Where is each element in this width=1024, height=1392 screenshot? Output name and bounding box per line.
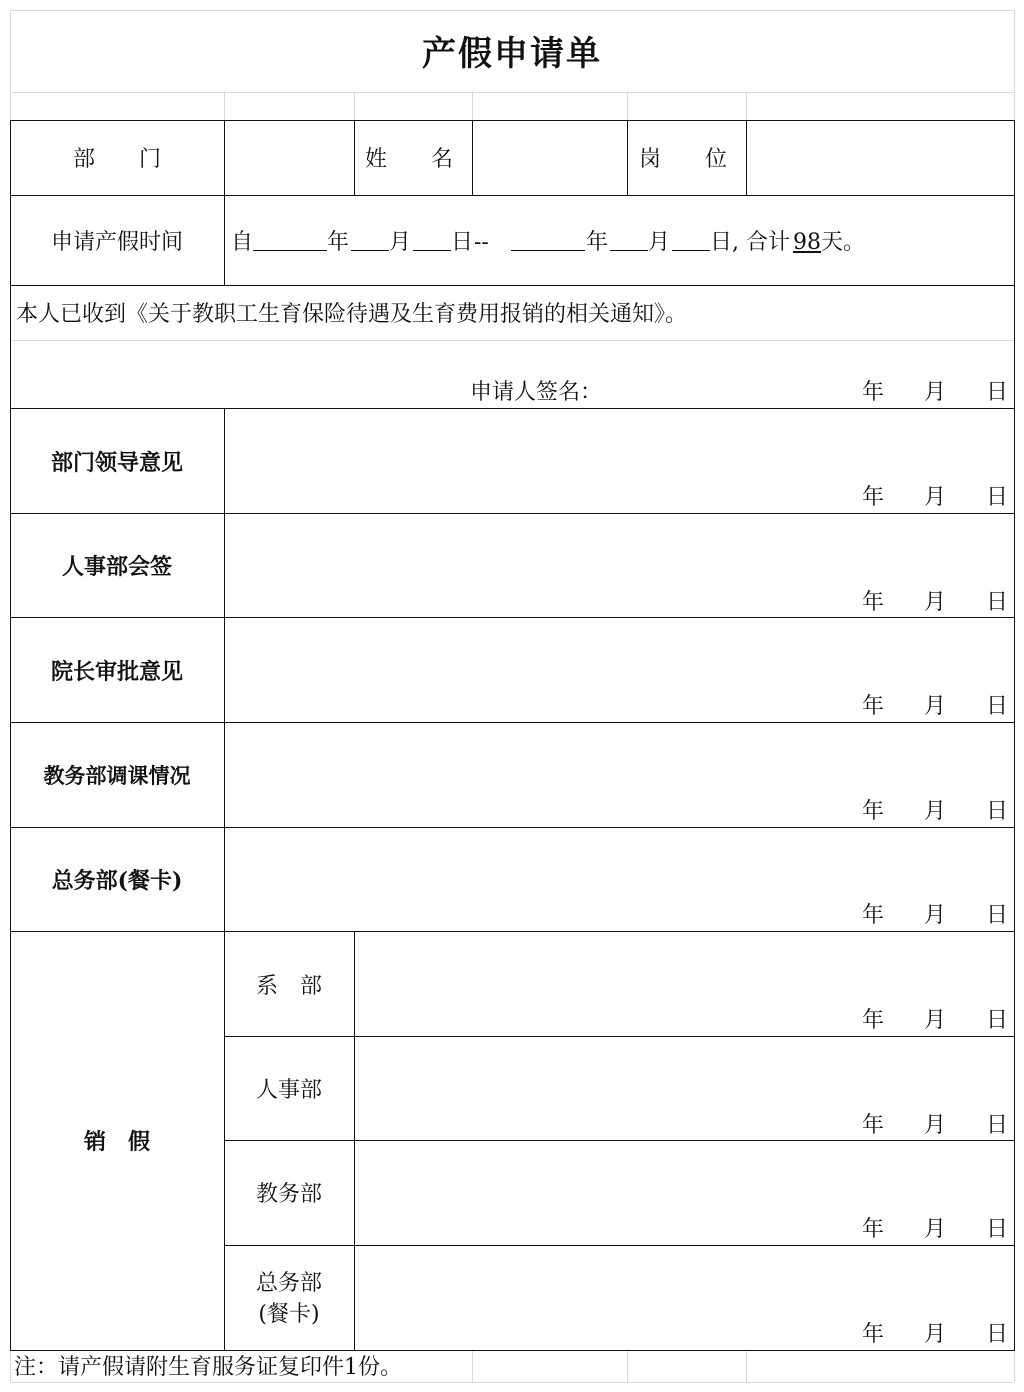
to-month-blank[interactable] xyxy=(610,228,648,251)
leave-end-year: 年 xyxy=(862,1008,885,1033)
to-year-char: 年 xyxy=(586,230,609,255)
approval-field-general[interactable] xyxy=(226,829,1012,929)
leave-end-field-hr[interactable] xyxy=(356,1038,1012,1138)
leave-end-day: 日 xyxy=(986,1217,1009,1242)
leave-end-day: 日 xyxy=(986,1113,1009,1138)
leave-end-row-label-general: 总务部 xyxy=(255,1271,322,1296)
leave-end-month: 月 xyxy=(924,1113,947,1138)
approval-day: 日 xyxy=(986,799,1009,824)
signature-day: 日 xyxy=(986,380,1009,405)
from-year-blank[interactable] xyxy=(253,228,327,251)
approval-month: 月 xyxy=(924,694,947,719)
leave-end-day: 日 xyxy=(986,1008,1009,1033)
approval-month: 月 xyxy=(924,799,947,824)
leave-end-day: 日 xyxy=(986,1322,1009,1347)
from-month-char: 月 xyxy=(389,230,412,255)
acknowledgement-text: 本人已收到《关于教职工生育保险待遇及生育费用报销的相关通知》。 xyxy=(16,302,688,327)
approval-year: 年 xyxy=(862,590,885,615)
period-total-days: 98 xyxy=(793,230,821,255)
approval-month: 月 xyxy=(924,485,947,510)
approval-year: 年 xyxy=(862,903,885,928)
dept-label: 部 门 xyxy=(72,147,161,172)
approval-field-president[interactable] xyxy=(226,619,1012,719)
period-total-suffix: 天。 xyxy=(821,230,866,255)
leave-end-row-label-general-sub: (餐卡) xyxy=(258,1302,320,1327)
approval-label-dept-leader: 部门领导意见 xyxy=(50,450,183,476)
approval-year: 年 xyxy=(862,799,885,824)
period-total-prefix: 日, 合计 xyxy=(710,230,790,255)
leave-end-row-label-academic: 教务部 xyxy=(255,1182,322,1207)
leave-end-field-academic[interactable] xyxy=(356,1142,1012,1242)
to-month-char: 月 xyxy=(648,230,671,255)
period-from-prefix: 自 xyxy=(231,230,254,255)
leave-end-field-faculty[interactable] xyxy=(356,933,1012,1033)
leave-end-month: 月 xyxy=(924,1008,947,1033)
approval-year: 年 xyxy=(862,485,885,510)
approval-field-academic[interactable] xyxy=(226,724,1012,824)
approval-field-dept-leader[interactable] xyxy=(226,410,1012,510)
form-title: 产假申请单 xyxy=(422,34,602,74)
approval-day: 日 xyxy=(986,694,1009,719)
post-label: 岗 位 xyxy=(639,147,728,172)
leave-end-row-label-hr: 人事部 xyxy=(255,1078,322,1103)
leave-end-label: 销 假 xyxy=(83,1129,150,1155)
approval-day: 日 xyxy=(986,590,1009,615)
signature-label: 申请人签名： xyxy=(470,380,603,405)
from-day-char: 日 xyxy=(451,230,474,255)
period-line xyxy=(231,228,1011,258)
from-month-blank[interactable] xyxy=(351,228,389,251)
leave-end-month: 月 xyxy=(924,1217,947,1242)
signature-month: 月 xyxy=(924,380,947,405)
approval-day: 日 xyxy=(986,903,1009,928)
leave-end-row-label-faculty: 系 部 xyxy=(255,974,322,999)
footnote: 注：请产假请附生育服务证复印件1份。 xyxy=(14,1355,402,1380)
leave-end-field-general[interactable] xyxy=(356,1247,1012,1347)
name-label: 姓 名 xyxy=(365,147,454,172)
approval-field-hr[interactable] xyxy=(226,515,1012,615)
period-dash: -- xyxy=(474,230,489,255)
approval-day: 日 xyxy=(986,485,1009,510)
approval-month: 月 xyxy=(924,903,947,928)
approval-label-academic: 教务部调课情况 xyxy=(43,763,191,788)
from-day-blank[interactable] xyxy=(413,228,451,251)
approval-year: 年 xyxy=(862,694,885,719)
period-label: 申请产假时间 xyxy=(50,230,183,255)
leave-end-year: 年 xyxy=(862,1113,885,1138)
approval-label-president: 院长审批意见 xyxy=(50,659,183,685)
approval-month: 月 xyxy=(924,590,947,615)
leave-end-month: 月 xyxy=(924,1322,947,1347)
leave-end-year: 年 xyxy=(862,1217,885,1242)
to-day-blank[interactable] xyxy=(672,228,710,251)
approval-label-general: 总务部(餐卡) xyxy=(51,868,183,894)
signature-year: 年 xyxy=(862,380,885,405)
approval-label-hr: 人事部会签 xyxy=(61,554,172,580)
from-year-char: 年 xyxy=(327,230,350,255)
leave-end-year: 年 xyxy=(862,1322,885,1347)
to-year-blank[interactable] xyxy=(511,228,585,251)
